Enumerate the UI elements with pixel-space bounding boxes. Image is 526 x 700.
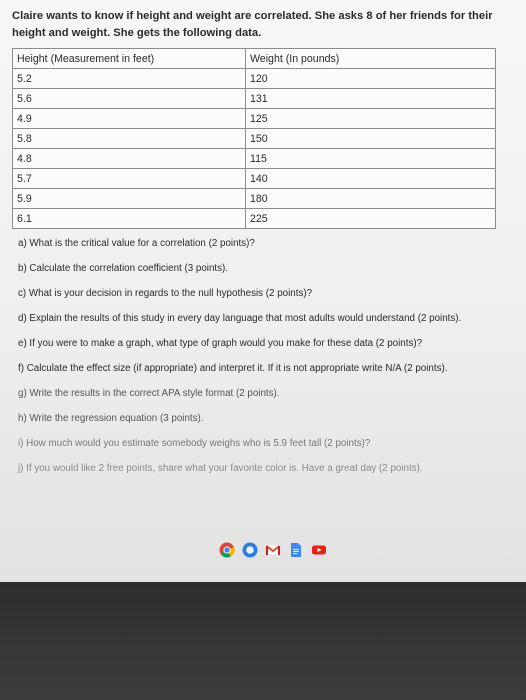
table-row (13, 169, 496, 189)
data-table (12, 48, 496, 229)
height-cell: 5.8 (13, 129, 246, 149)
table-row (13, 209, 496, 229)
weight-cell: 150 (246, 129, 496, 149)
question-f: f) Calculate the effect size (if appropriate) and interpret it. If it is not appropriate write N/A (2 points). (18, 363, 448, 374)
column-header-weight: Weight (In pounds) (246, 49, 496, 69)
question-a: a) What is the critical value for a correlation (2 points)? (18, 238, 255, 249)
question-d: d) Explain the results of this study in every day language that most adults would understand (2 points). (18, 313, 462, 324)
weight-cell: 140 (246, 169, 496, 189)
taskbar-dock (219, 541, 327, 559)
question-j: j) If you would like 2 free points, share what your favorite color is. Have a great day (2 points). (18, 463, 423, 474)
intro-text: Claire wants to know if height and weight are correlated. She asks 8 of her friends for their height and weight. She gets the following data. (12, 10, 493, 39)
height-cell: 5.2 (13, 69, 246, 89)
table-header-row (13, 49, 496, 69)
weight-cell: 180 (246, 189, 496, 209)
question-g: g) Write the results in the correct APA style format (2 points). (18, 388, 280, 399)
docs-icon[interactable] (288, 542, 304, 558)
height-cell: 4.9 (13, 109, 246, 129)
question-i: i) How much would you estimate somebody weighs who is 5.9 feet tall (2 points)? (18, 438, 371, 449)
height-cell: 5.6 (13, 89, 246, 109)
column-header-height: Height (Measurement in feet) (13, 49, 246, 69)
question-b: b) Calculate the correlation coefficient (3 points). (18, 263, 229, 274)
weight-cell: 115 (246, 149, 496, 169)
question-c: c) What is your decision in regards to the null hypothesis (2 points)? (18, 288, 313, 299)
weight-cell: 120 (246, 69, 496, 89)
weight-cell: 125 (246, 109, 496, 129)
weight-cell: 225 (246, 209, 496, 229)
table-row (13, 89, 496, 109)
table-row (13, 109, 496, 129)
youtube-icon[interactable] (311, 542, 327, 558)
question-list (18, 237, 514, 476)
height-cell: 4.8 (13, 149, 246, 169)
chrome-icon[interactable] (219, 542, 235, 558)
height-cell: 6.1 (13, 209, 246, 229)
circle-app-icon[interactable] (242, 542, 258, 558)
weight-cell: 131 (246, 89, 496, 109)
question-e: e) If you were to make a graph, what type of graph would you make for these data (2 points)? (18, 338, 423, 349)
question-h: h) Write the regression equation (3 points). (18, 413, 204, 424)
dark-surface (0, 582, 526, 700)
height-cell: 5.9 (13, 189, 246, 209)
gmail-icon[interactable] (265, 542, 281, 558)
table-row (13, 69, 496, 89)
height-cell: 5.7 (13, 169, 246, 189)
table-row (13, 149, 496, 169)
table-row (13, 129, 496, 149)
table-row (13, 189, 496, 209)
worksheet (6, 8, 514, 487)
